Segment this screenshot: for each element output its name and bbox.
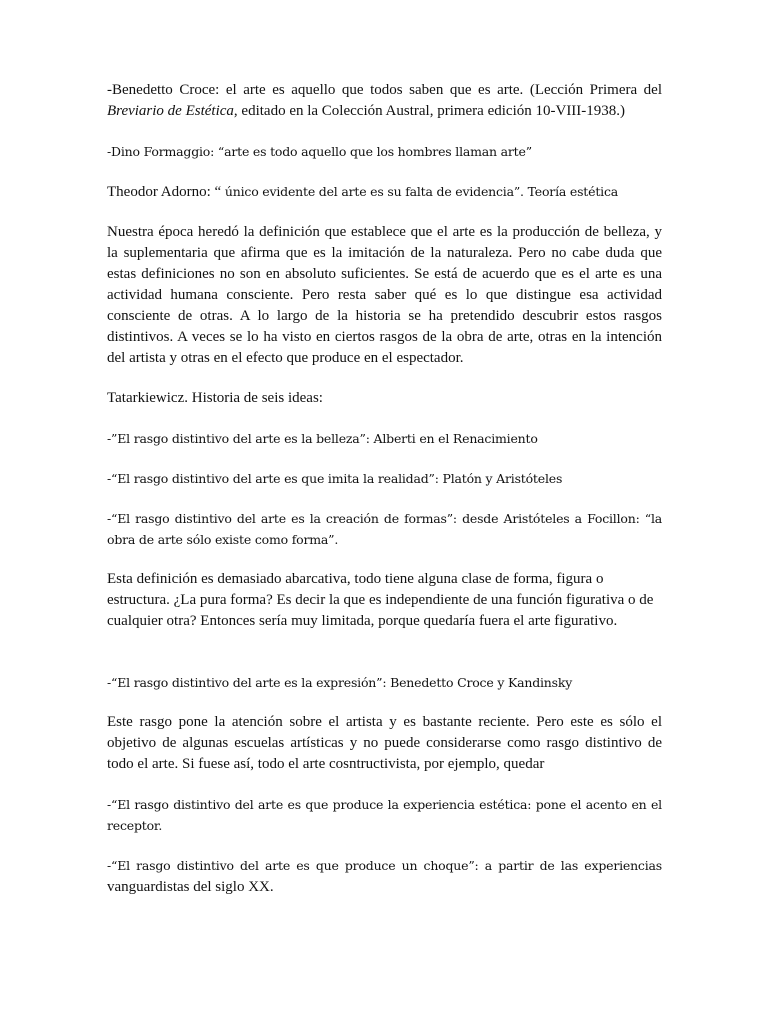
choque-text-end: vanguardistas del siglo XX. (107, 879, 274, 895)
paragraph-adorno (107, 181, 662, 203)
document-page (107, 80, 662, 917)
adorno-text-start: Theodor Adorno: “ (107, 184, 225, 200)
spacer (107, 651, 662, 672)
item-experiencia-estetica: -“El rasgo distintivo del arte es que produce la experiencia estética: pone el acento en el receptor. (107, 797, 662, 833)
croce-book-title: Breviario de Estética (107, 103, 234, 119)
croce-text-start: -Benedetto Croce: el arte es aquello que todos saben que es arte. (Lección Primera del (107, 82, 662, 98)
item-choque (107, 855, 662, 898)
paragraph-epoca: Nuestra época heredó la definición que establece que el arte es la producción de belleza, y la suplementaria que afirma que es la imitación de la naturaleza. Pero no cabe duda que estas definiciones no son en absoluto suficientes. Se está de acuerdo que es el arte es una actividad humana consciente. Pero resta saber qué es lo que distingue esa actividad consciente de otras. A lo largo de la historia se ha pretendido descubrir estos rasgos distintivos. A veces se lo ha visto en ciertos rasgos de la obra de arte, otras en la intención del artista y otras en el efecto que produce en el espectador. (107, 224, 662, 366)
choque-text-start: -“El rasgo distintivo del arte es que produce un choque”: a partir de las experiencias (107, 858, 662, 873)
paragraph-formaggio: -Dino Formaggio: “arte es todo aquello que los hombres llaman arte” (107, 144, 532, 159)
item-creacion-formas: -“El rasgo distintivo del arte es la creación de formas”: desde Aristóteles a Focillon: “la obra de arte sólo existe como forma”. (107, 511, 662, 547)
croce-text-end: , editado en la Colección Austral, primera edición 10-VIII-1938.) (233, 103, 626, 119)
item-expresion: -“El rasgo distintivo del arte es la expresión”: Benedetto Croce y Kandinsky (107, 675, 573, 690)
item-belleza: -”El rasgo distintivo del arte es la belleza”: Alberti en el Renacimiento (107, 431, 538, 446)
paragraph-croce (107, 80, 662, 122)
paragraph-definicion: Esta definición es demasiado abarcativa, todo tiene alguna clase de forma, figura o estructura. ¿La pura forma? Es decir la que es independiente de una función figurativa o de cualquier otra? Entonces sería muy limitada, porque quedaría fuera el arte figurativo. (107, 571, 654, 629)
adorno-text-end: único evidente del arte es su falta de evidencia”. Teoría estética (224, 184, 618, 199)
item-imita-realidad: -“El rasgo distintivo del arte es que imita la realidad”: Platón y Aristóteles (107, 471, 563, 486)
paragraph-rasgo-artista: Este rasgo pone la atención sobre el artista y es bastante reciente. Pero este es sólo el objetivo de algunas escuelas artísticas y no puede considerarse como rasgo distintivo de todo el arte. Si fuese así, todo el arte cosntructivista, por ejemplo, quedar (107, 714, 662, 772)
paragraph-tatarkiewicz: Tatarkiewicz. Historia de seis ideas: (107, 390, 323, 406)
